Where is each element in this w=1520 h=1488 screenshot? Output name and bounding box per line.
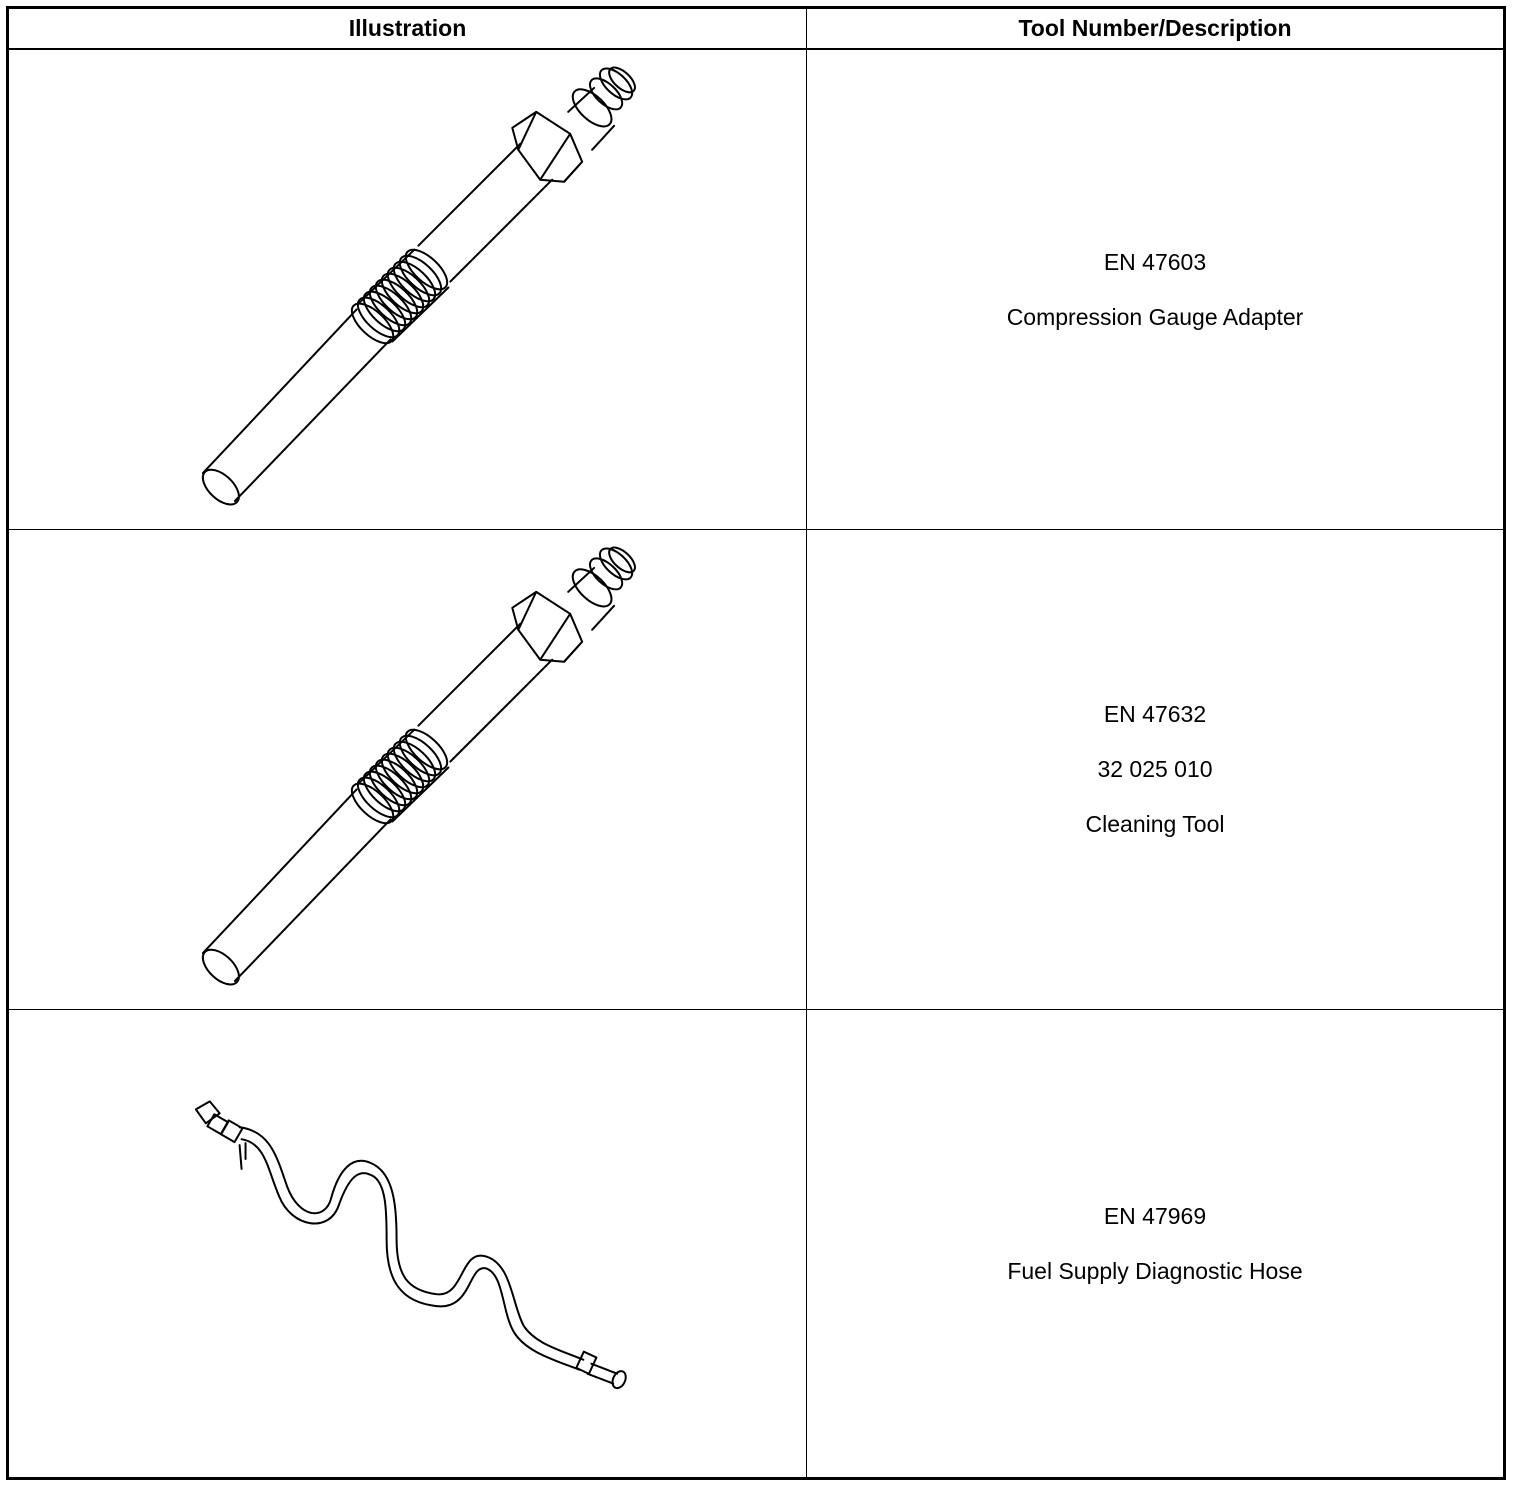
- row-3-description: [807, 1010, 1503, 1477]
- compression-gauge-adapter-icon: [9, 50, 806, 529]
- tool-number: EN 47603: [1103, 248, 1207, 275]
- tool-number: EN 47969: [1103, 1202, 1207, 1229]
- header-illustration: Illustration: [9, 9, 807, 50]
- tool-number: EN 47632: [1103, 701, 1207, 727]
- tool-description: Cleaning Tool: [1085, 811, 1225, 837]
- tool-description: Compression Gauge Adapter: [1006, 303, 1304, 330]
- row-1-description: [807, 50, 1503, 530]
- row-3-illustration: [9, 1010, 807, 1477]
- row-2-illustration: [9, 530, 807, 1010]
- row-1-illustration: [9, 50, 807, 530]
- cleaning-tool-icon: [9, 530, 806, 1009]
- header-tool-number-description: Tool Number/Description: [807, 9, 1503, 50]
- row-2-description: [807, 530, 1503, 1010]
- special-tools-table: [6, 6, 1506, 1480]
- fuel-supply-diagnostic-hose-icon: [9, 1010, 806, 1477]
- tool-description: Fuel Supply Diagnostic Hose: [1007, 1257, 1303, 1284]
- tool-part-number: 32 025 010: [1097, 756, 1213, 782]
